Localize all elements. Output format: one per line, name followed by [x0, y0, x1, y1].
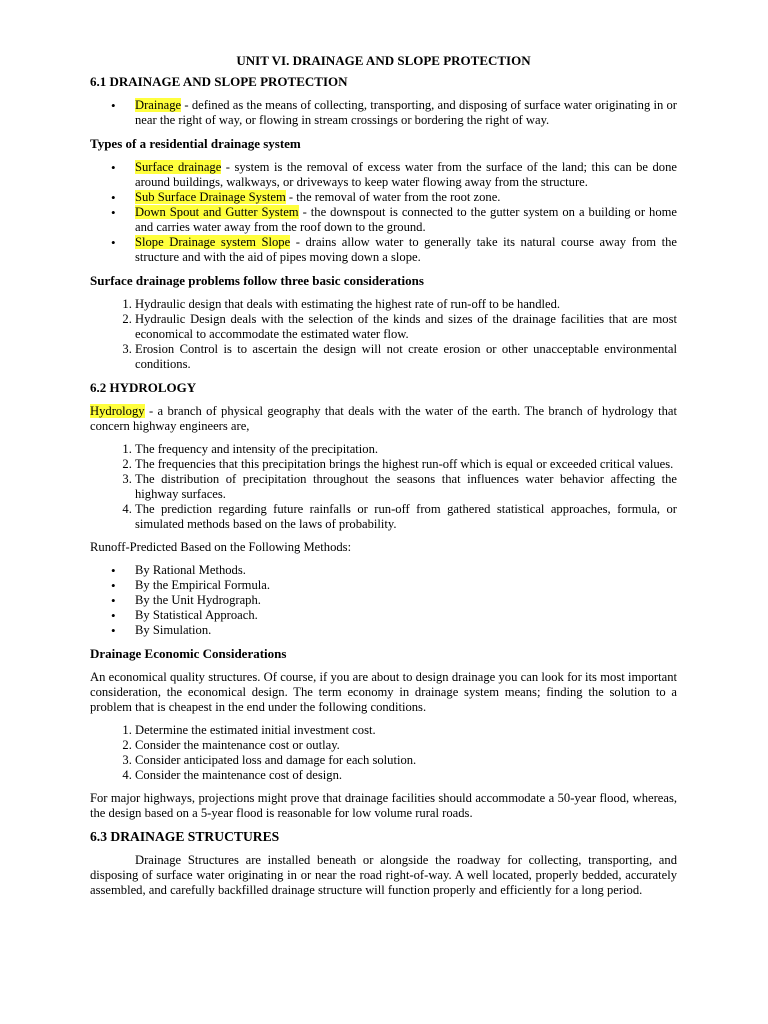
list-item: • By the Empirical Formula. — [135, 578, 677, 593]
highways-paragraph: For major highways, projections might prove that drainage facilities should accommodate a 50-year flood, whereas, the design based on a 5-year flood is reasonable for low volume rural roads. — [90, 791, 677, 820]
list-item: 2. The frequencies that this precipitation brings the highest run-off which is equal or exceeded critical values. — [135, 457, 677, 472]
list-item: 4. Consider the maintenance cost of design. — [135, 768, 677, 783]
list-item: 3. The distribution of precipitation throughout the seasons that influences water behavior affecting the highway surfaces. — [135, 472, 677, 502]
drainage-definition-list — [90, 98, 677, 128]
hydrology-concerns-list — [90, 442, 677, 532]
structures-paragraph: Drainage Structures are installed beneath or alongside the roadway for collecting, transporting, and disposing of surface water originating in or near the road right-of-way. A well located, properly bedded, accurately assembled, and carefully backfilled drainage structure will function properly and efficiently for a long period. — [90, 853, 677, 897]
subheading-economic: Drainage Economic Considerations — [90, 646, 287, 661]
list-item: • Drainage - defined as the means of collecting, transporting, and disposing of surface water originating in or near the right of way, or flowing in stream crossings or bordering the right of way. — [135, 98, 677, 128]
list-item: 3. Consider anticipated loss and damage for each solution. — [135, 753, 677, 768]
economic-paragraph: An economical quality structures. Of course, if you are about to design drainage you can look for its most important consideration, the economical design. The term economy in drainage system means; finding the solution to a problem that is cheapest in the end under the following conditions. — [90, 670, 677, 714]
methods-list — [90, 563, 677, 638]
problems-list — [90, 297, 677, 372]
section-heading-6-3: 6.3 DRAINAGE STRUCTURES — [90, 829, 280, 844]
highlighted-term: Hydrology — [90, 404, 145, 418]
list-item: • By Rational Methods. — [135, 563, 677, 578]
list-item: • By Statistical Approach. — [135, 608, 677, 623]
list-item: 2. Consider the maintenance cost or outlay. — [135, 738, 677, 753]
highlighted-term: Down Spout and Gutter System — [135, 205, 299, 219]
list-item: 4. The prediction regarding future rainfalls or run-off from gathered statistical approaches, formula, or simulated methods based on the laws of probability. — [135, 502, 677, 532]
page-title: UNIT VI. DRAINAGE AND SLOPE PROTECTION — [236, 53, 531, 68]
hydrology-definition: Hydrology - a branch of physical geography that deals with the water of the earth. The branch of hydrology that concern highway engineers are, — [90, 404, 677, 433]
subheading-types: Types of a residential drainage system — [90, 136, 301, 151]
list-item: 1. Hydraulic design that deals with estimating the highest rate of run-off to be handled. — [135, 297, 677, 312]
conditions-list — [90, 723, 677, 783]
subheading-problems: Surface drainage problems follow three basic considerations — [90, 273, 424, 288]
section-heading-6-1: 6.1 DRAINAGE AND SLOPE PROTECTION — [90, 74, 348, 89]
list-item: • By Simulation. — [135, 623, 677, 638]
list-item: • Sub Surface Drainage System - the removal of water from the root zone. — [135, 190, 677, 205]
highlighted-term: Drainage — [135, 98, 182, 112]
list-item: 3. Erosion Control is to ascertain the design will not create erosion or other unacceptable environmental conditions. — [135, 342, 677, 372]
list-item: • Down Spout and Gutter System - the downspout is connected to the gutter system on a building or home and carries water away from the roof down to the ground. — [135, 205, 677, 235]
methods-intro: Runoff-Predicted Based on the Following Methods: — [90, 540, 352, 554]
list-item: 1. The frequency and intensity of the precipitation. — [135, 442, 677, 457]
list-item: 1. Determine the estimated initial investment cost. — [135, 723, 677, 738]
list-item: • Surface drainage - system is the removal of excess water from the surface of the land; this can be done around buildings, walkways, or driveways to keep water flowing away from the structure. — [135, 160, 677, 190]
section-heading-6-2: 6.2 HYDROLOGY — [90, 380, 197, 395]
drainage-types-list — [90, 160, 677, 265]
highlighted-term: Slope Drainage system Slope — [135, 235, 291, 249]
list-item: • Slope Drainage system Slope - drains allow water to generally take its natural course away from the structure and with the aid of pipes moving down a slope. — [135, 235, 677, 265]
list-item: 2. Hydraulic Design deals with the selection of the kinds and sizes of the drainage facilities that are most economical to accommodate the estimated water flow. — [135, 312, 677, 342]
highlighted-term: Surface drainage — [135, 160, 222, 174]
document-page — [90, 53, 677, 906]
highlighted-term: Sub Surface Drainage System — [135, 190, 286, 204]
list-item: • By the Unit Hydrograph. — [135, 593, 677, 608]
